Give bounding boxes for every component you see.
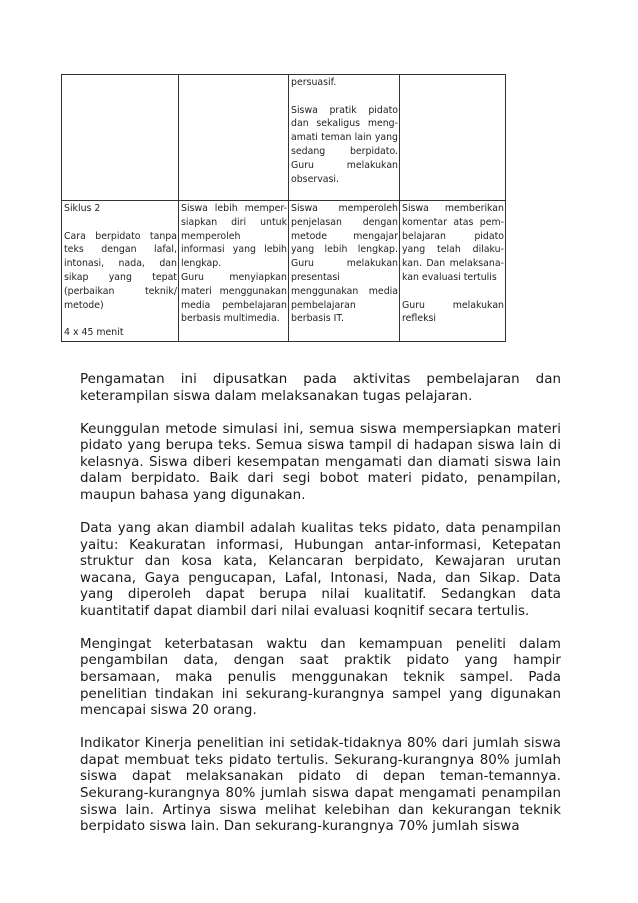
body-text [80, 372, 561, 836]
table-cell [400, 201, 506, 342]
cell-text: Cara berpidato tanpa teks dengan lafal, intonasi, nada, dan sikap yang tepat (perbaikan teknik/ metode) [64, 230, 177, 311]
cell-text: Guru melakukan refleksi [402, 299, 504, 325]
table-cell [179, 201, 289, 342]
cell-text: Siswa lebih memper-siapkan diri untuk memperoleh informasi yang lebih lengkap. [181, 203, 287, 270]
table-cell [62, 201, 179, 342]
table-row [62, 75, 506, 201]
action-plan-table [61, 74, 506, 342]
cell-text: Siswa memberikan komentar atas pem-belajaran pidato yang telah dilaku-kan. Dan melaksana-kan evaluasi tertulis [402, 203, 504, 283]
paragraph: Indikator Kinerja penelitian ini setidak-tidaknya 80% dari jumlah siswa dapat membuat teks pidato tertulis. Sekurang-kurangnya 80% jumlah siswa dapat melaksanakan pidato di depan teman-temannya. Sekurang-kurangnya 80% jumlah siswa dapat mengamati penampilan siswa lain. Artinya siswa melihat kelebihan dan kekurangan teknik berpidato siswa lain. Dan sekurang-kurangnya 70% jumlah siswa [80, 736, 561, 835]
paragraph: Data yang akan diambil adalah kualitas teks pidato, data penampilan yaitu: Keakuratan informasi, Hubungan antar-informasi, Ketepatan struktur dan kosa kata, Kelancaran berpidato, Kewajaran urutan wacana, Gaya pengucapan, Lafal, Intonasi, Nada, dan Sikap. Data yang diperoleh dapat berupa nilai kualitatif. Sedangkan data kuantitatif dapat diambil dari nilai evaluasi koqnitif secara tertulis. [80, 520, 561, 619]
cycle-label: Siklus 2 [64, 203, 101, 214]
table-cell [400, 75, 506, 201]
duration-text: 4 x 45 menit [64, 327, 124, 339]
cell-text: Siswa pratik pidato dan sekaligus meng-amati teman lain yang sedang berpidato. Guru melakukan observasi. [291, 104, 398, 185]
table-row [62, 201, 506, 342]
paragraph: Keunggulan metode simulasi ini, semua siswa mempersiapkan materi pidato yang berupa teks. Semua siswa tampil di hadapan siswa lain di kelasnya. Siswa diberi kesempatan mengamati dan diamati siswa lain dalam berpidato. Baik dari segi bobot materi pidato, penampilan, maupun bahasa yang digunakan. [80, 421, 561, 503]
table-cell [179, 75, 289, 201]
paragraph: Pengamatan ini dipusatkan pada aktivitas pembelajaran dan keterampilan siswa dalam melaksanakan tugas pelajaran. [80, 372, 561, 404]
paragraph: Mengingat keterbatasan waktu dan kemampuan peneliti dalam pengambilan data, dengan saat praktik pidato yang hampir bersamaan, maka penulis menggunakan teknik sampel. Pada penelitian tindakan ini sekurang-kurangnya sampel yang digunakan mencapai siswa 20 orang. [80, 636, 561, 719]
cell-text: Siswa memperoleh penjelasan dengan metode mengajar yang lebih lengkap. Guru melakukan presentasi menggunakan media pembelajaran berbasis IT. [291, 203, 398, 325]
cell-text: Guru menyiapkan materi menggunakan media pembelajaran berbasis multimedia. [181, 271, 287, 325]
table-cell [289, 201, 400, 342]
table-cell [289, 75, 400, 201]
table-cell [62, 75, 179, 201]
cell-text: persuasif. [291, 77, 337, 88]
